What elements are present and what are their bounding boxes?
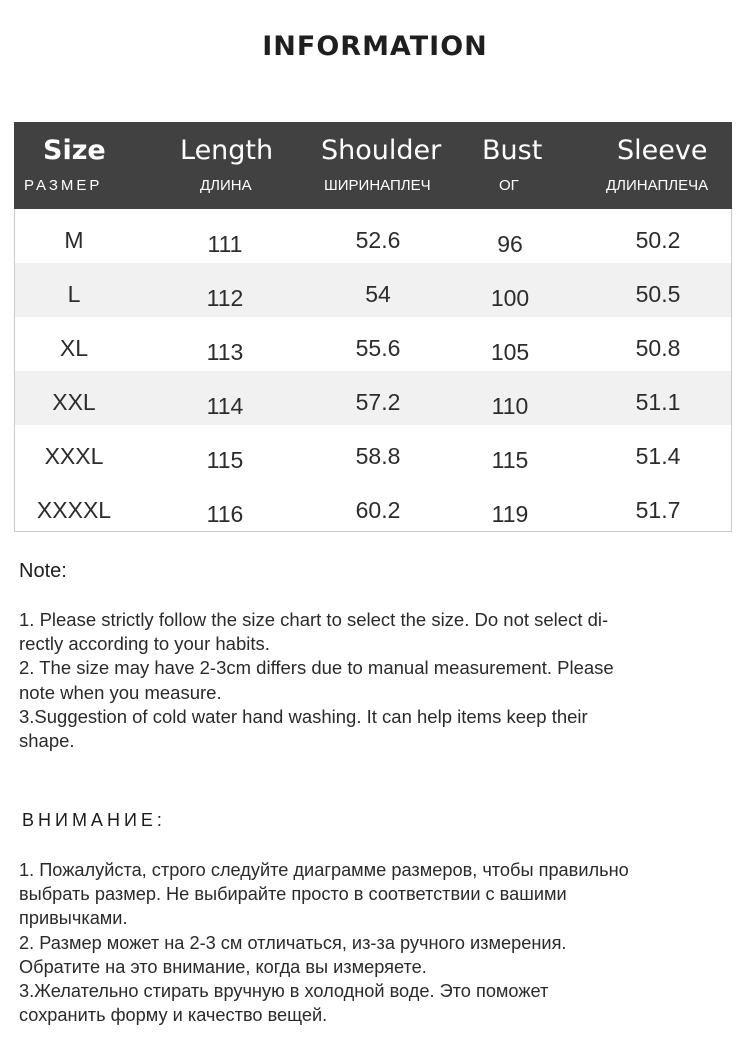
header-shoulder: Shoulder [321, 135, 442, 166]
cell-bust: 119 [491, 501, 529, 527]
note-body [19, 608, 719, 753]
cell-size: XXXL [44, 443, 104, 469]
note-line: rectly according to your habits. [19, 633, 270, 655]
header-size-sub: РАЗМЕР [24, 177, 103, 194]
attention-line: Обратите на это внимание, когда вы измеряете. [19, 956, 427, 977]
cell-shoulder: 52.6 [355, 227, 401, 253]
attention-line: привычками. [19, 908, 128, 929]
header-sleeve: Sleeve [617, 135, 708, 166]
cell-size: M [64, 227, 84, 253]
cell-length: 111 [207, 231, 243, 257]
table-row [15, 263, 731, 317]
table-row [15, 425, 731, 479]
cell-size: XXL [52, 389, 96, 415]
table-header [14, 122, 732, 209]
page-title: INFORMATION [262, 31, 488, 62]
cell-sleeve: 50.2 [635, 227, 681, 253]
cell-size: XL [59, 335, 89, 361]
cell-bust: 115 [491, 447, 529, 473]
cell-length: 114 [206, 393, 244, 419]
note-line: 3.Suggestion of cold water hand washing. It can help items keep their [19, 705, 588, 727]
cell-shoulder: 57.2 [355, 389, 401, 415]
header-bust: Bust [482, 135, 543, 166]
table-row [15, 209, 731, 263]
cell-length: 115 [206, 447, 244, 473]
note-line: 2. The size may have 2-3cm differs due to manual measurement. Please [19, 657, 614, 679]
attention-line: 3.Желательно стирать вручную в холодной воде. Это поможет [19, 981, 549, 1002]
cell-bust: 105 [490, 339, 530, 365]
note-title: Note: [19, 560, 67, 582]
cell-sleeve: 51.1 [635, 389, 681, 415]
cell-size: L [67, 281, 81, 307]
note-line: note when you measure. [19, 681, 222, 703]
attention-title: ВНИМАНИЕ: [22, 810, 166, 830]
table-row [15, 479, 731, 533]
attention-body [19, 858, 734, 1027]
table-row [15, 371, 731, 425]
cell-shoulder: 55.6 [355, 335, 401, 361]
cell-bust: 96 [497, 231, 523, 257]
cell-sleeve: 51.7 [635, 497, 681, 523]
header-sleeve-sub: ДЛИНАПЛЕЧА [606, 177, 709, 194]
cell-bust: 110 [491, 393, 529, 419]
attention-line: 2. Размер может на 2-3 см отличаться, из-за ручного измерения. [19, 932, 567, 953]
cell-shoulder: 60.2 [355, 497, 401, 523]
cell-length: 113 [206, 339, 244, 365]
table-row [15, 317, 731, 371]
attention-line: выбрать размер. Не выбирайте просто в соответствии с вашими [19, 884, 567, 905]
header-size: Size [43, 135, 106, 166]
header-length: Length [180, 135, 274, 166]
note-line: shape. [19, 730, 75, 752]
cell-sleeve: 50.8 [635, 335, 681, 361]
cell-shoulder: 58.8 [355, 443, 401, 469]
cell-shoulder: 54 [365, 281, 391, 307]
header-shoulder-sub: ШИРИНАПЛЕЧ [324, 177, 431, 194]
cell-length: 116 [206, 501, 244, 527]
note-line: 1. Please strictly follow the size chart to select the size. Do not select di- [19, 609, 609, 630]
cell-length: 112 [206, 285, 244, 311]
attention-line: 1. Пожалуйста, строго следуйте диаграмме размеров, чтобы правильно [19, 860, 629, 880]
cell-bust: 100 [490, 285, 530, 311]
header-bust-sub: ОГ [499, 177, 519, 194]
cell-sleeve: 50.5 [635, 281, 681, 307]
size-chart-table [14, 122, 732, 532]
header-length-sub: ДЛИНА [200, 177, 252, 194]
cell-size: XXXXL [36, 497, 112, 523]
cell-sleeve: 51.4 [635, 443, 681, 469]
attention-line: сохранить форму и качество вещей. [19, 1005, 328, 1026]
